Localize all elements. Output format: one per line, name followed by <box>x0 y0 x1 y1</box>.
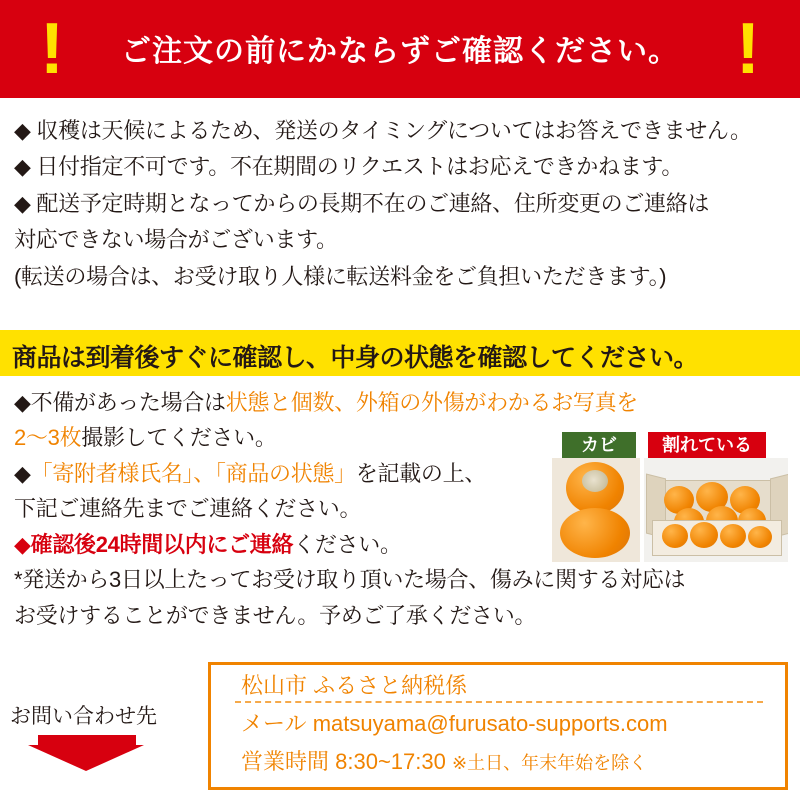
instruction-line-2-emphasis: 2～3枚 <box>14 425 82 451</box>
contact-mail-value[interactable]: matsuyama@furusato-supports.com <box>312 711 668 736</box>
mold-photo <box>552 458 640 562</box>
instruction-line-1-emphasis: 状態と個数、外箱の外傷がわかるお写真を <box>225 390 639 415</box>
photo-examples <box>552 432 788 562</box>
header-banner <box>0 0 800 98</box>
contact-org: 松山市 ふるさと納税係 <box>241 673 468 698</box>
instruction-line-4: 下記ご連絡先までご連絡ください。 <box>14 496 362 522</box>
instruction-line-3-rest: を記載の上、 <box>355 460 487 486</box>
instruction-line-5-rest: ください。 <box>293 531 402 557</box>
contact-box <box>208 662 788 790</box>
instruction-line-3-emphasis: 「寄附者様氏名」、「商品の状態」 <box>30 460 356 486</box>
instruction-note-2: お受けすることができません。予めご了承ください。 <box>14 602 537 628</box>
notice-line-2: ◆ 日付指定不可です。不在期間のリクエストはお応えできかねます。 <box>14 154 684 180</box>
contact-hours-value: 8:30~17:30 <box>335 749 446 774</box>
mold-photo-tag: カビ <box>562 432 636 458</box>
instruction-line-3-bullet: ◆ <box>14 460 31 486</box>
broken-photo-tag: 割れている <box>648 432 766 458</box>
notice-line-4: 対応できない場合がございます。 <box>14 227 338 253</box>
highlight-bar <box>0 330 800 376</box>
instruction-line-5-emphasis: ◆確認後24時間以内にご連絡 <box>14 531 294 557</box>
instruction-line-1-prefix: ◆不備があった場合は <box>14 390 226 415</box>
instruction-line-2-rest: 撮影してください。 <box>81 425 277 451</box>
contact-hours-note: ※土日、年末年始を除く <box>452 753 648 773</box>
broken-photo <box>644 458 788 562</box>
notice-line-5: (転送の場合は、お受け取り人様に転送料金をご負担いただきます。) <box>14 263 667 289</box>
contact-hours <box>241 747 647 777</box>
instruction-line-1 <box>14 388 786 417</box>
highlight-bar-text: 商品は到着後すぐに確認し、中身の状態を確認してください。 <box>12 344 699 372</box>
exclamation-icon-left: ! <box>40 9 64 89</box>
contact-hours-label: 営業時間 <box>241 749 330 774</box>
notice-section <box>0 98 800 326</box>
contact-mail <box>241 709 668 739</box>
contact-mail-label: メール <box>241 711 307 736</box>
divider <box>235 701 763 703</box>
arrow-head-icon <box>28 745 144 771</box>
notice-line-1: ◆ 収穫は天候によるため、発送のタイミングについてはお答えできません。 <box>14 118 752 143</box>
instruction-note-1: *発送から3日以上たってお受け取り頂いた場合、傷みに関する対応は <box>14 567 686 593</box>
exclamation-icon-right: ! <box>736 9 760 89</box>
notice-line-3: ◆ 配送予定時期となってからの長期不在のご連絡、住所変更のご連絡は <box>14 190 710 216</box>
page-title: ご注文の前にかならずご確認ください。 <box>121 35 679 68</box>
contact-label: お問い合わせ先 <box>10 705 157 728</box>
